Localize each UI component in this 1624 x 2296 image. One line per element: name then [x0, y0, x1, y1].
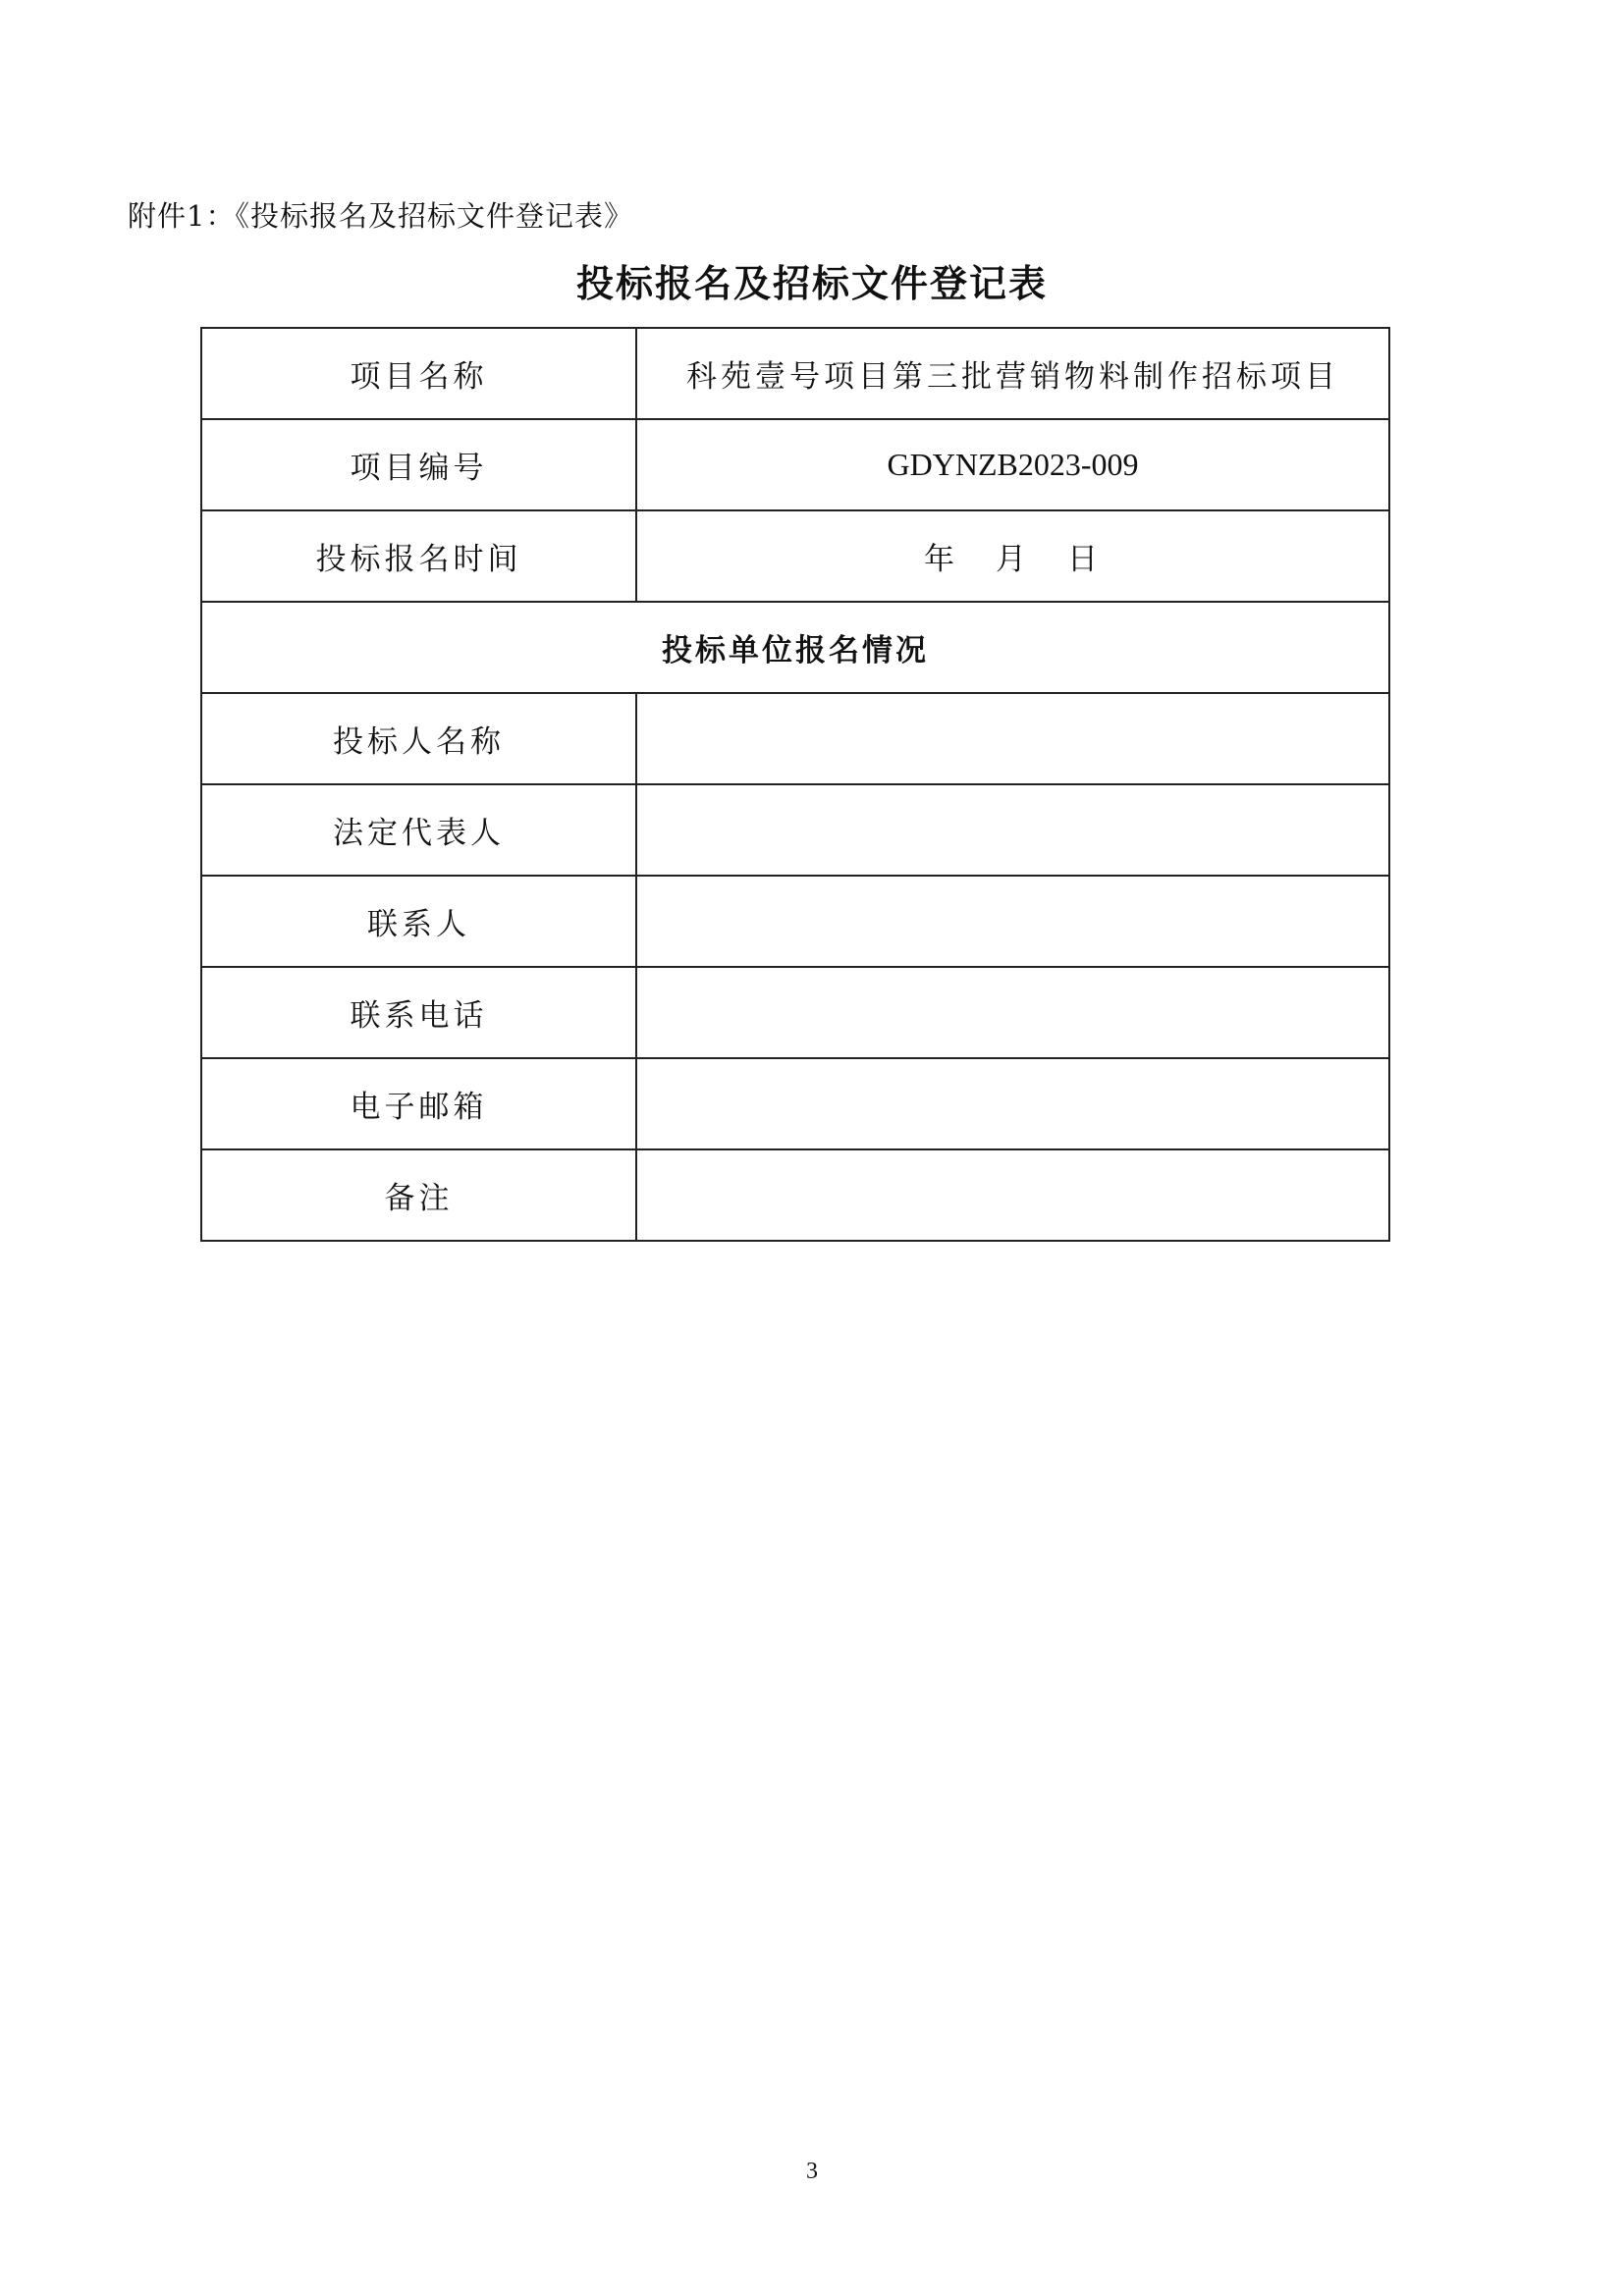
table-row-remarks	[201, 1149, 1389, 1241]
email-label: 电子邮箱	[201, 1058, 636, 1149]
project-number-value	[636, 419, 1389, 510]
table-row-section-header	[201, 602, 1389, 693]
project-number-label: 项目编号	[201, 419, 636, 510]
legal-rep-label: 法定代表人	[201, 784, 636, 876]
bidder-name-label: 投标人名称	[201, 693, 636, 784]
project-number-text: GDYNZB2023-009	[887, 447, 1139, 482]
bidder-name-field[interactable]	[636, 693, 1389, 784]
table-row-contact-person	[201, 876, 1389, 967]
date-month-label: 月	[996, 542, 1030, 577]
date-year-label: 年	[924, 542, 958, 577]
table-row-legal-rep	[201, 784, 1389, 876]
registration-time-field[interactable]	[636, 510, 1389, 602]
section-header: 投标单位报名情况	[201, 602, 1389, 693]
project-name-value: 科苑壹号项目第三批营销物料制作招标项目	[636, 328, 1389, 419]
remarks-field[interactable]	[636, 1149, 1389, 1241]
remarks-label: 备注	[201, 1149, 636, 1241]
table-row-contact-phone	[201, 967, 1389, 1058]
contact-phone-field[interactable]	[636, 967, 1389, 1058]
table-row-email	[201, 1058, 1389, 1149]
project-name-label: 项目名称	[201, 328, 636, 419]
date-day-label: 日	[1067, 542, 1102, 577]
table-row-project-number	[201, 419, 1389, 510]
contact-person-label: 联系人	[201, 876, 636, 967]
email-field[interactable]	[636, 1058, 1389, 1149]
contact-phone-label: 联系电话	[201, 967, 636, 1058]
registration-form-table	[200, 327, 1390, 1242]
legal-rep-field[interactable]	[636, 784, 1389, 876]
table-row-registration-time	[201, 510, 1389, 602]
contact-person-field[interactable]	[636, 876, 1389, 967]
page-title: 投标报名及招标文件登记表	[575, 261, 1048, 305]
registration-time-label: 投标报名时间	[201, 510, 636, 602]
table-row-bidder-name	[201, 693, 1389, 784]
page-number: 3	[806, 2159, 818, 2184]
attachment-note: 附件1：《投标报名及招标文件登记表》	[128, 199, 633, 233]
table-row-project-name	[201, 328, 1389, 419]
